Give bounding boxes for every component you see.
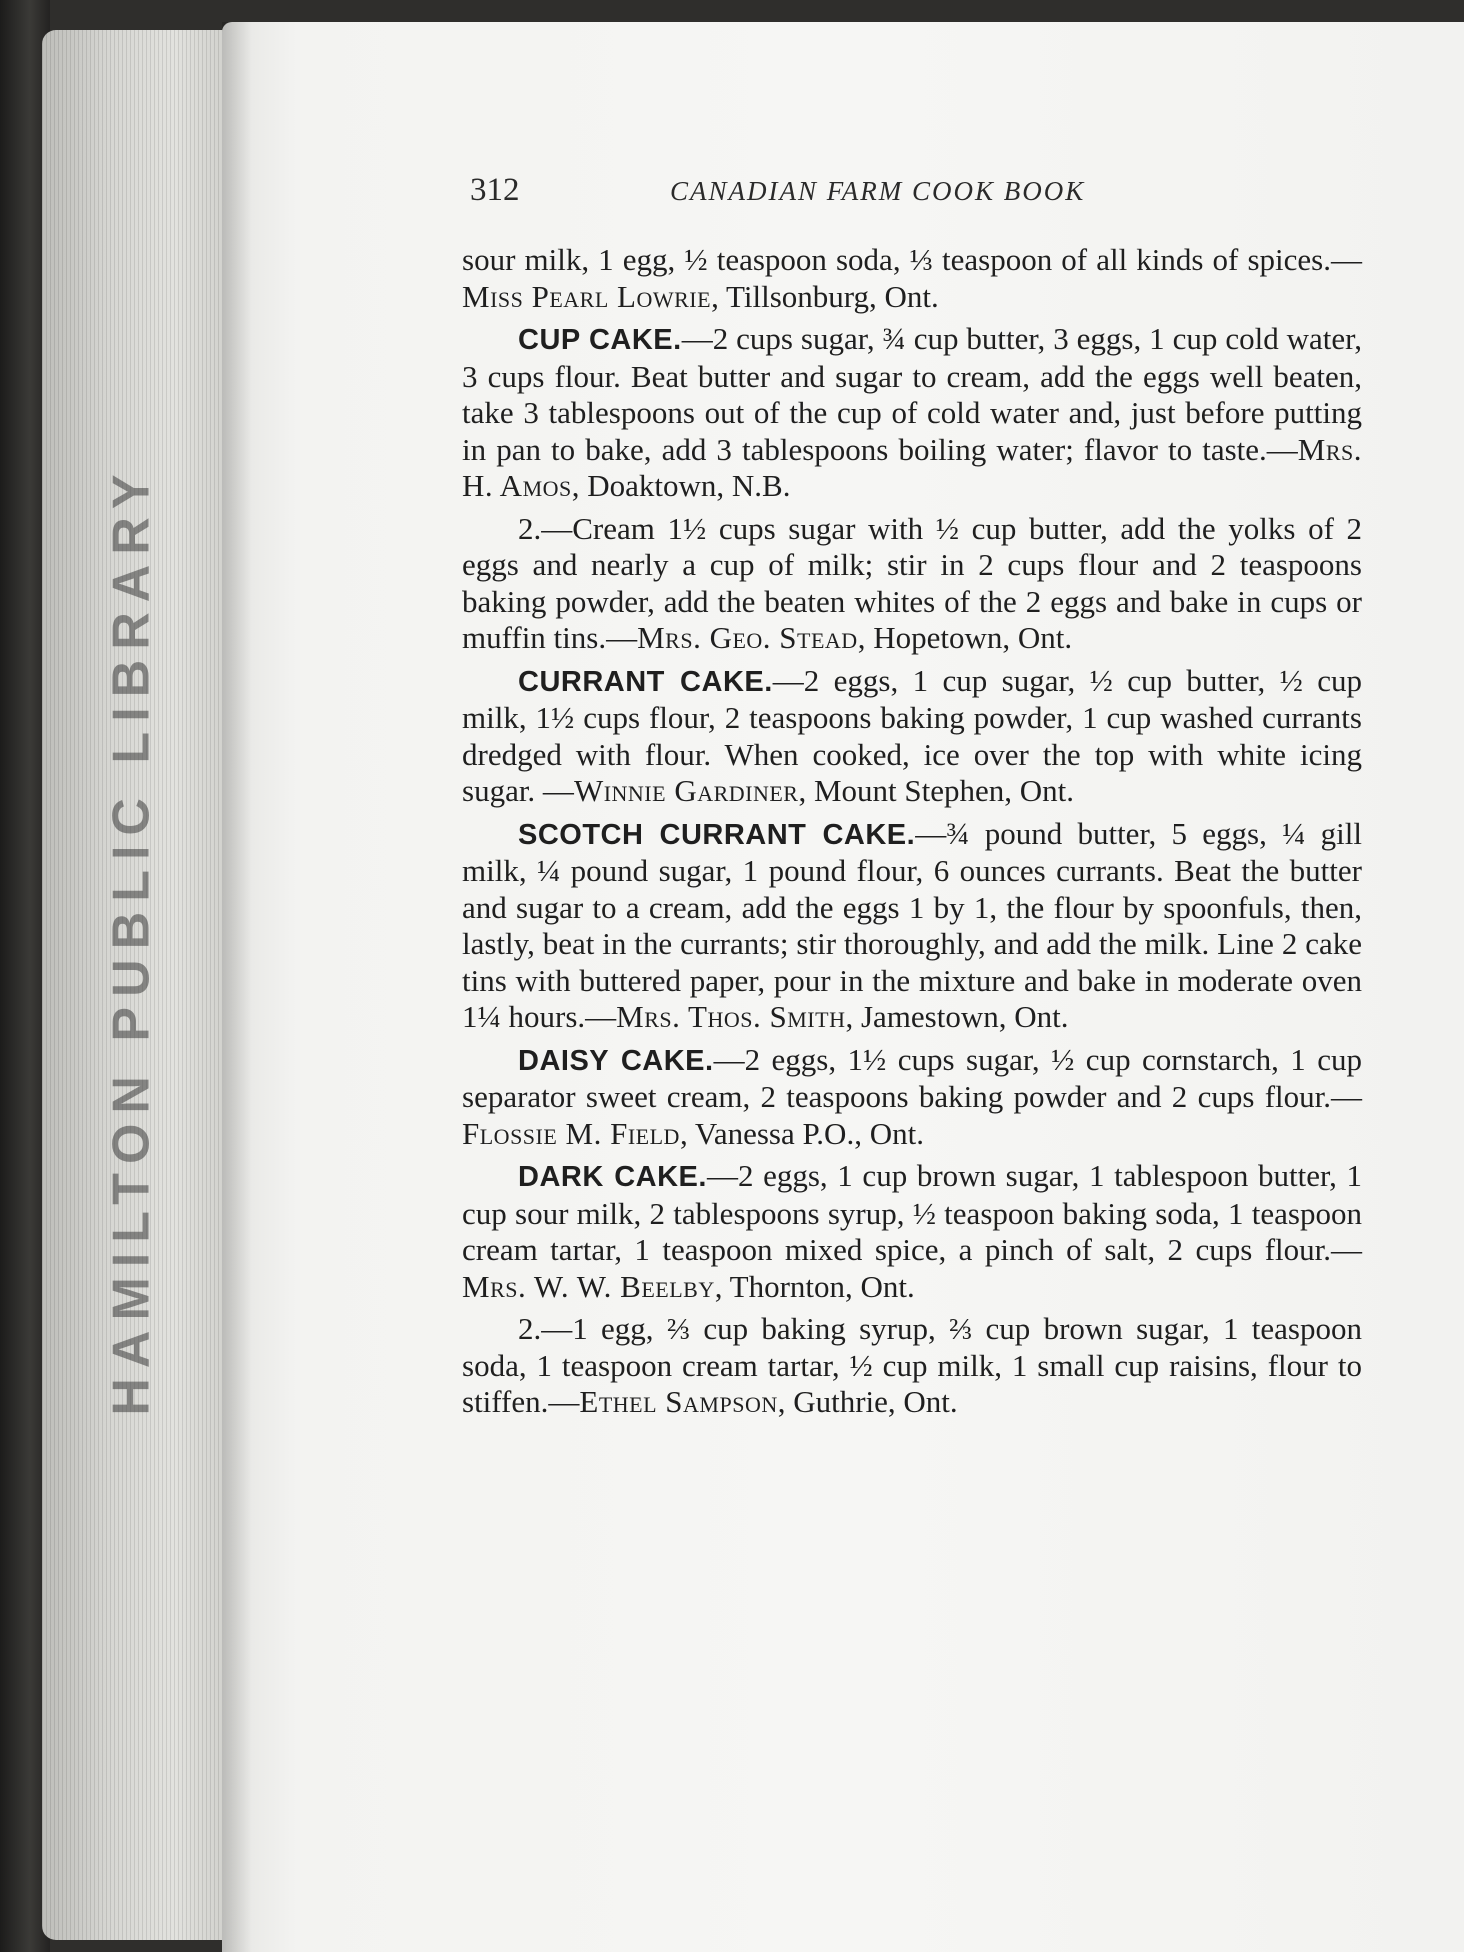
page-number: 312: [470, 172, 520, 208]
recipe-paragraph: [462, 1311, 1362, 1421]
recipe-title: DARK CAKE.: [518, 1161, 707, 1193]
recipe-body: 2.—1 egg, ⅔ cup baking syrup, ⅔ cup brown sugar, 1 teaspoon soda, 1 teaspoon cream tartar, ½ cup milk, 1 small cup raisins, flour to stiffen.—: [462, 1311, 1362, 1419]
running-head: [470, 172, 1160, 222]
recipe-body: —2 cups sugar, ¾ cup butter, 3 eggs, 1 cup cold water, 3 cups flour. Beat butter and sugar to cream, add the eggs well beaten, take 3 tablespoons out of the cup of cold water and, just before putting in pan to bake, add 3 tablespoons boiling water; flavor to taste.—: [462, 321, 1362, 467]
recipe-attribution: Mrs. Geo. Stead: [637, 620, 858, 655]
recipe-paragraph: [462, 321, 1362, 505]
library-edge-stamp: [102, 380, 162, 1500]
library-stamp-text: HAMILTON PUBLIC LIBRARY: [103, 464, 162, 1416]
recipe-title: CURRANT CAKE.: [518, 665, 773, 698]
recipe-text-block: [462, 242, 1362, 1427]
recipe-paragraph: [462, 663, 1362, 810]
recipe-place: , Jamestown, Ont.: [845, 999, 1069, 1034]
running-title: CANADIAN FARM COOK BOOK: [670, 176, 1086, 206]
recipe-attribution: Mrs. H. Amos: [462, 431, 1362, 503]
recipe-paragraph: [462, 1158, 1362, 1305]
recipe-place: , Tillsonburg, Ont.: [711, 278, 939, 314]
recipe-attribution: Mrs. Thos. Smith: [616, 999, 846, 1034]
recipe-paragraph: [462, 242, 1362, 315]
recipe-body: —2 eggs, 1 cup brown sugar, 1 tablespoon butter, 1 cup sour milk, 2 tablespoons syrup, ½ teaspoon baking soda, 1 teaspoon cream tartar, 1 teaspoon mixed spice, a pinch of salt, 2 cups flour.—: [462, 1158, 1362, 1267]
recipe-place: , Doaktown, N.B.: [571, 468, 791, 503]
recipe-body: —¾ pound butter, 5 eggs, ¼ gill milk, ¼ pound sugar, 1 pound flour, 6 ounces currants. Beat the butter and sugar to a cream, add the eggs 1 by 1, the flour by spoonfuls, then, lastly, beat in the currants; stir thoroughly, and add the milk. Line 2 cake tins with buttered paper, pour in the mixture and bake in moderate oven 1¼ hours.—: [462, 815, 1362, 1034]
recipe-attribution: Mrs. W. W. Beelby: [462, 1268, 715, 1304]
gutter-shadow: [222, 22, 252, 1952]
recipe-place: , Vanessa P.O., Ont.: [679, 1115, 924, 1151]
recipe-body: 2.—Cream 1½ cups sugar with ½ cup butter, add the yolks of 2 eggs and nearly a cup of milk; stir in 2 cups flour and 2 teaspoons baking powder, add the beaten whites of the 2 eggs and bake in cups or muffin tins.—: [462, 510, 1362, 655]
recipe-title: DAISY CAKE.: [518, 1044, 714, 1077]
recipe-attribution: Winnie Gardiner: [573, 773, 799, 808]
recipe-body: sour milk, 1 egg, ½ teaspoon soda, ⅓ teaspoon of all kinds of spices.—: [462, 242, 1362, 277]
recipe-place: , Guthrie, Ont.: [777, 1384, 958, 1419]
recipe-paragraph: [462, 1042, 1362, 1153]
recipe-attribution: Flossie M. Field: [462, 1115, 680, 1151]
recipe-body: —2 eggs, 1½ cups sugar, ½ cup cornstarch, 1 cup separator sweet cream, 2 teaspoons baking powder and 2 cups flour.—: [462, 1041, 1363, 1114]
recipe-attribution: Ethel Sampson: [579, 1384, 778, 1419]
recipe-attribution: Miss Pearl Lowrie: [462, 278, 712, 314]
recipe-place: , Thornton, Ont.: [714, 1268, 915, 1304]
recipe-title: SCOTCH CURRANT CAKE.: [518, 818, 916, 851]
recipe-paragraph: [462, 511, 1362, 657]
recipe-title: CUP CAKE.: [518, 324, 682, 356]
recipe-body: —2 eggs, 1 cup sugar, ½ cup butter, ½ cup milk, 1½ cups flour, 2 teaspoons baking powder, 1 cup washed currants dredged with flour. When cooked, ice over the top with white icing sugar. —: [462, 662, 1362, 808]
recipe-place: , Hopetown, Ont.: [857, 620, 1073, 655]
recipe-paragraph: [462, 816, 1362, 1036]
page-stack-edge: [42, 30, 232, 1940]
recipe-place: , Mount Stephen, Ont.: [798, 773, 1075, 808]
